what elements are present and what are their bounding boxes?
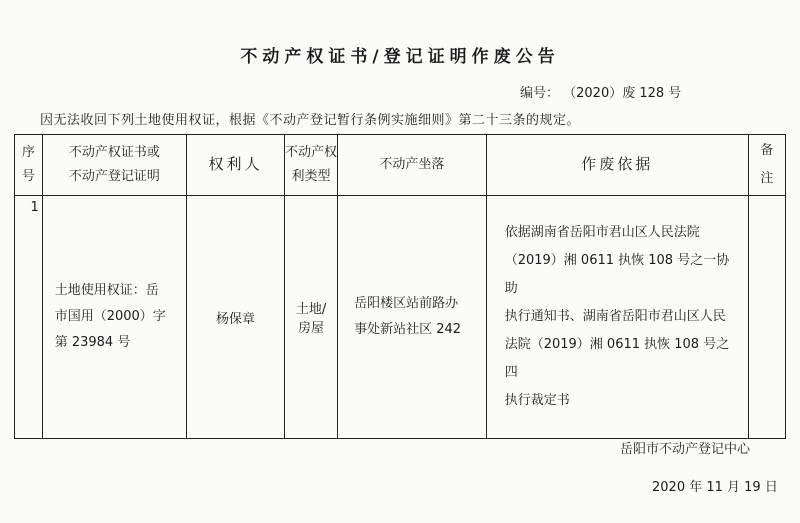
announcement-table xyxy=(14,134,786,439)
header-remark: 备 注 xyxy=(748,135,785,196)
header-certificate: 不动产权证书或 不动产登记证明 xyxy=(42,135,186,196)
header-basis: 作废依据 xyxy=(486,135,748,196)
cell-basis: 依据湖南省岳阳市君山区人民法院 （2019）湘 0611 执恢 108 号之一协助 执行通知书、湖南省岳阳市君山区人民 法院（2019）湘 0611 执恢 108 号之四 执行裁定书 xyxy=(486,196,748,439)
header-seq: 序 号 xyxy=(15,135,43,196)
issue-date: 2020 年 11 月 19 日 xyxy=(652,480,778,495)
intro-paragraph: 因无法收回下列土地使用权证，根据《不动产登记暂行条例实施细则》第二十三条的规定。 xyxy=(40,113,581,128)
header-right-type: 不动产权 利类型 xyxy=(284,135,337,196)
cell-certificate: 土地使用权证：岳 市国用（2000）字 第 23984 号 xyxy=(42,196,186,439)
table-header-row xyxy=(15,135,786,196)
cell-seq: 1 xyxy=(15,196,43,439)
table-row xyxy=(15,196,786,439)
cell-right-type: 土地/ 房屋 xyxy=(284,196,337,439)
header-location: 不动产坐落 xyxy=(338,135,487,196)
cell-remark xyxy=(748,196,785,439)
page-title: 不动产权证书/登记证明作废公告 xyxy=(240,47,560,67)
document-number: 编号： （2020）废 128 号 xyxy=(520,86,682,101)
issuing-agency: 岳阳市不动产登记中心 xyxy=(620,442,751,457)
header-owner: 权利人 xyxy=(187,135,285,196)
cell-owner: 杨保章 xyxy=(187,196,285,439)
cell-location: 岳阳楼区站前路办 事处新站社区 242 xyxy=(338,196,487,439)
